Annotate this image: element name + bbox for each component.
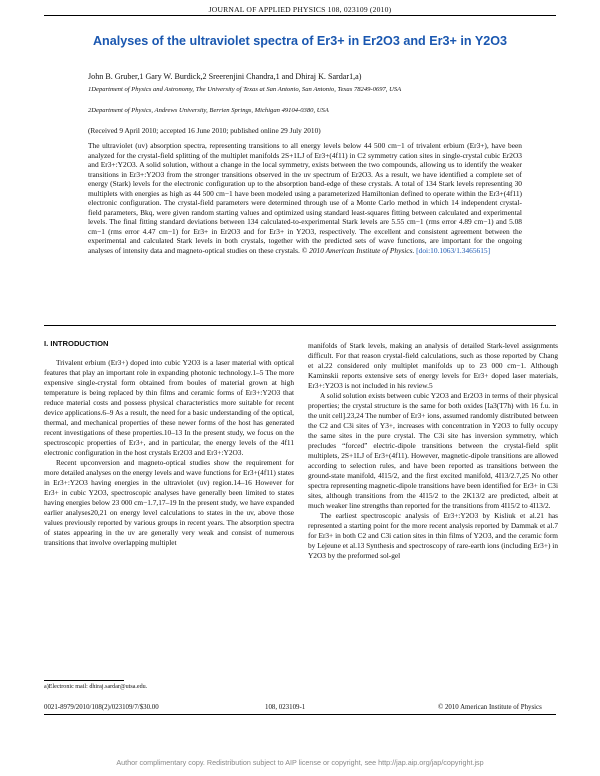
received-dates: (Received 9 April 2010; accepted 16 June 2010; published online 29 July 2010) bbox=[88, 126, 321, 135]
section-heading: I. INTRODUCTION bbox=[44, 339, 109, 348]
abstract bbox=[88, 141, 522, 255]
journal-header: JOURNAL OF APPLIED PHYSICS 108, 023109 (2010) bbox=[208, 5, 392, 14]
abstract-copyright: © 2010 American Institute of Physics. bbox=[301, 245, 415, 255]
column-left bbox=[44, 339, 294, 548]
affiliation-2: 2Department of Physics, Andrews University, Berrien Springs, Michigan 49104-0380, USA bbox=[88, 107, 329, 114]
footnote-email: a)Electronic mail: dhiraj.sardar@utsa.edu. bbox=[44, 684, 148, 690]
abstract-text: The ultraviolet (uv) absorption spectra, representing transitions to all energy levels below 44 500 cm−1 of trivalent erbium (Er3+), have been analyzed for the crystal-field splitting of the multiplet manifolds 2S+1LJ of Er3+(4f11) in C2 symmetry cation sites in single-crystal cubic Er2O3 and Er3+:Y2O3. A solid solution, without a change in the local symmetry, exists between the two compounds, allowing us to identify the weaker transitions in Er3+:Y2O3 from the stronger transitions observed in the uv spectrum of Er2O3. As a result, we have identified a complete set of energy (Stark) levels for the electronic configuration up to the absorption band-edge of these crystals. A total of 134 Stark levels representing 30 multiplets with energies as high as 44 500 cm−1 have been modeled using a parameterized Hamiltonian defined to operate within the Er3+(4f11) electronic configuration. The crystal-field parameters were determined through use of a Monte Carlo method in which 14 independent crystal-field parameters, Bkq, were given random starting values and optimized using standard least-squares fitting between calculated and experimental levels. The final fitting standard deviations between 134 calculated-to-experimental Stark levels are 5.55 cm−1 (rms error 4.89 cm−1) and 5.08 cm−1 (rms error 4.47 cm−1) for Er3+ in Er2O3 and for Er3+ in Y2O3, respectively. The excellent and consistent agreement between the experimental and calculated Stark levels in both crystals, together with the predicted sets of wave functions, are important for the ongoing analyses of intensity data and magneto-optical studies on these crystals. bbox=[88, 141, 522, 255]
intro-paragraph-3: manifolds of Stark levels, making an analysis of detailed Stark-level assignments difficult. For that reason crystal-field calculations, such as those reported by Chang et al.22 considered only multiplet manifolds up to 23 000 cm−1. Although Kaminskii reports extensive sets of energy levels for Er3+ doped laser materials, Er3+:Y2O3 is not included in his review.5 bbox=[308, 341, 558, 391]
author-list: John B. Gruber,1 Gary W. Burdick,2 Sreerenjini Chandra,1 and Dhiraj K. Sardar1,a) bbox=[88, 72, 362, 81]
intro-paragraph-4: A solid solution exists between cubic Y2O3 and Er2O3 in terms of their physical properties; the crystal structure is the same for both oxides [Ia3(T7h) with 16 f.u. in the unit cell].23,24 The number of Er3+ ions, assumed randomly distributed between the C2 and C3i sites of Y3+, increases with concentration in Y2O3 to fully occupy the same sites in the pure crystal. The C3i site has inversion symmetry, which precludes “forced” electric-dipole transitions between the crystal-field split multiplets, 2S+1LJ of Er3+(4f11). However, magnetic-dipole transitions are allowed according to selection rules, and have been reported as transitions between the ground-state manifold, 4I15/2, and the first excited manifold, 4I13/2.7,25 No other spectra representing magnetic-dipole transitions have been identified for Er3+ in C3i sites, although transitions from the 4I15/2 to the 2K13/2 are predicted, albeit at much weaker line strengths than reported for the transitions from 4I15/2 to 4I13/2. bbox=[308, 391, 558, 511]
affiliation-1: 1Department of Physics and Astronomy, The University of Texas at San Antonio, San Antonio, Texas 78249-0697, USA bbox=[88, 86, 402, 93]
footer-copyright: © 2010 American Institute of Physics bbox=[438, 704, 542, 711]
footer-page-number: 108, 023109-1 bbox=[265, 704, 306, 711]
column-right bbox=[308, 341, 558, 561]
intro-paragraph-2: Recent upconversion and magneto-optical studies show the requirement for more detailed analyses on the energy levels and wave functions for Er3+(4f11) states in Er3+:Y2O3 having energies in the ultraviolet (uv) region.14–16 However for Er3+ in cubic Y2O3, spectroscopic analyses have generally been limited to states having energies below 23 000 cm−1.7,17–19 In the present study, we have expanded earlier analyses20,21 on energy level calculations to states in the uv, above those values previously reported by various groups in recent years. The absorption spectra of states appearing in the uv are generally very weak and consist of numerous transitions that involve overlapping multiplet bbox=[44, 458, 294, 548]
abstract-rule bbox=[44, 325, 556, 326]
doi-link[interactable]: [doi:10.1063/1.3465615] bbox=[416, 245, 491, 255]
header-rule bbox=[44, 15, 556, 16]
paper-title: Analyses of the ultraviolet spectra of Er3+ in Er2O3 and Er3+ in Y2O3 bbox=[92, 34, 508, 48]
footer-rule bbox=[44, 714, 556, 715]
copyright-notice: Author complimentary copy. Redistribution subject to AIP license or copyright, see http://jap.aip.org/jap/copyright.jsp bbox=[116, 758, 484, 767]
footnote-rule bbox=[44, 680, 124, 681]
footer-issn: 0021-8979/2010/108(2)/023109/7/$30.00 bbox=[44, 704, 159, 711]
intro-paragraph-1: Trivalent erbium (Er3+) doped into cubic Y2O3 is a laser material with optical features that play an important role in expanding photonic technology.1–5 The more expensive single-crystal form obtained from boules of material grown at high temperature is being replaced by thin films and ceramic forms of Er3+:Y2O3 that reduce material costs and possess physical characteristics more suitable for recent device applications.6–9 As a result, the need for a basic understanding of the optical, thermal, and mechanical properties of these newer forms of the host has generated recent investigations of these properties.10–13 In the present study, we focus on the spectroscopic properties of Er3+, and in particular, the energy levels of the 4f11 electronic configuration in the host crystals Er2O3 and Er3+:Y2O3. bbox=[44, 358, 294, 458]
intro-paragraph-5: The earliest spectroscopic analysis of Er3+:Y2O3 by Kisliuk et al.21 has represented a starting point for the more recent analysis reported by Dammak et al.7 for Er3+ in both C2 and C3i cation sites in thin films of Y2O3, and the ceramic form by Lejeune et al.13 Synthesis and spectroscopy of rare-earth ions (including Er3+) in Y2O3 by the preformed sol-gel bbox=[308, 511, 558, 561]
